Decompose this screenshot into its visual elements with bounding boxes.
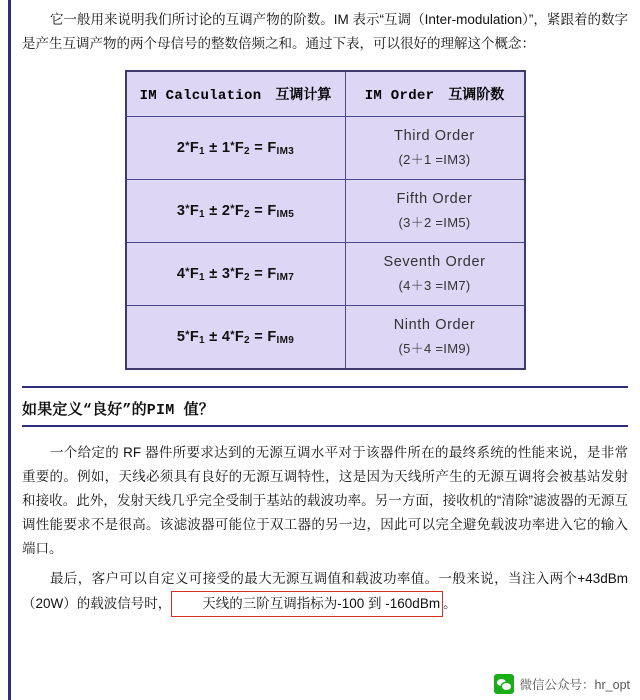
im-calculation-cell (126, 180, 346, 243)
header-calculation-cn: 互调计算 (275, 86, 332, 102)
section-divider-top (22, 386, 628, 388)
im-order-cell (345, 243, 525, 306)
im-table-body (126, 117, 525, 370)
im-table-header-row (126, 71, 525, 117)
formula-result-sub: IM5 (276, 209, 295, 220)
table-row (126, 306, 525, 370)
im-table (125, 70, 526, 370)
section-divider-bottom (22, 425, 628, 427)
im-table-header-order (345, 71, 525, 117)
formula-f2-sub: 2 (244, 272, 250, 283)
order-name: Ninth Order (393, 317, 476, 333)
order-name: Fifth Order (396, 191, 473, 207)
left-margin-rule (8, 0, 11, 700)
formula-f1-sub: 1 (199, 146, 205, 157)
formula-result: F (267, 140, 277, 156)
formula-sign: ± (209, 266, 218, 282)
order-name: Seventh Order (383, 254, 486, 270)
im-formula: $5^*F_1 \pm 4^*F_2 = F_{IM9}$ (176, 329, 295, 346)
im-order-cell (345, 180, 525, 243)
body-paragraph-2-pre: 最后，客户可以自定义可接受的最大无源互调值和载波功率值。一般来说，当注入两个+43dBm（20W）的载波信号时， (22, 571, 628, 611)
im-calculation-cell (126, 117, 346, 180)
im-table-header-calculation (126, 71, 346, 117)
im-formula: $2^*F_1 \pm 1^*F_2 = F_{IM3}$ (176, 140, 295, 157)
im-order-cell (345, 117, 525, 180)
formula-result-sub: IM9 (276, 335, 295, 346)
table-row (126, 243, 525, 306)
body-paragraph-2 (22, 567, 628, 617)
im-table-head (126, 71, 525, 117)
watermark-text: 微信公众号：hr_opt (519, 678, 630, 692)
formula-f1: F (189, 203, 200, 219)
formula-coef2: 4 (221, 329, 231, 345)
document-content (22, 8, 628, 623)
im-calculation-cell (126, 306, 346, 370)
order-equation: (4＋3 =IM7) (398, 278, 471, 293)
formula-f1: F (189, 140, 200, 156)
formula-result: F (267, 329, 277, 345)
formula-f2: F (234, 203, 245, 219)
formula-f2-sub: 2 (244, 209, 250, 220)
order-equation: (3＋2 =IM5) (398, 215, 471, 230)
formula-result: F (267, 203, 277, 219)
table-row (126, 117, 525, 180)
formula-sign: ± (209, 140, 218, 156)
formula-f2-sub: 2 (244, 335, 250, 346)
pim-spec-highlight: 天线的三阶互调指标为-100 到 -160dBm (171, 591, 443, 617)
formula-f1-sub: 1 (199, 272, 205, 283)
formula-f1: F (189, 266, 200, 282)
order-equation: (5＋4 =IM9) (398, 341, 471, 356)
formula-f2: F (234, 140, 245, 156)
formula-coef2: 3 (221, 266, 231, 282)
body-paragraph-1: 一个给定的 RF 器件所要求达到的无源互调水平对于该器件所在的最终系统的性能来说，是非常重要的。例如，天线必须具有良好的无源互调特性，这是因为天线所产生的无源互调将会被基站发射和接收。此外，发射天线几乎完全受制于基站的载波功率。另一方面，接收机的“清除”滤波器的无源互调性能要求不是很高。该滤波器可能位于双工器的另一边，因此可以完全避免载波功率进入它的输入端口。 (22, 445, 628, 556)
formula-coef1: 5 (176, 329, 186, 345)
formula-result-sub: IM7 (276, 272, 295, 283)
formula-coef1: 3 (176, 203, 186, 219)
formula-coef2: 1 (221, 140, 231, 156)
formula-f2: F (234, 329, 245, 345)
formula-result-sub: IM3 (276, 146, 295, 157)
formula-sign: ± (209, 203, 218, 219)
im-calculation-cell (126, 243, 346, 306)
im-formula: $3^*F_1 \pm 2^*F_2 = F_{IM5}$ (176, 203, 295, 220)
formula-coef1: 2 (176, 140, 186, 156)
formula-sign: ± (209, 329, 218, 345)
page-title: 如果定义“良好”的PIM 值？ (22, 402, 215, 419)
formula-f2: F (234, 266, 245, 282)
im-formula: $4^*F_1 \pm 3^*F_2 = F_{IM7}$ (176, 266, 295, 283)
header-calculation-en: IM Calculation (139, 88, 262, 104)
formula-coef1: 4 (176, 266, 186, 282)
formula-coef2: 2 (221, 203, 231, 219)
order-equation: (2＋1 =IM3) (398, 152, 471, 167)
body-paragraph-2-post: 。 (443, 596, 457, 611)
order-name: Third Order (394, 128, 475, 144)
watermark (494, 674, 630, 694)
intro-paragraph: 它一般用来说明我们所讨论的互调产物的阶数。IM 表示“互调（Inter-modulation）”，紧跟着的数字是产生互调产物的两个母信号的整数倍频之和。通过下表，可以很好的理解这个概念： (22, 12, 628, 51)
formula-f1: F (189, 329, 200, 345)
header-order-cn: 互调阶数 (448, 86, 505, 102)
formula-f2-sub: 2 (244, 146, 250, 157)
formula-result: F (267, 266, 277, 282)
wechat-icon (494, 674, 514, 694)
im-table-wrapper (22, 70, 628, 370)
formula-f1-sub: 1 (199, 209, 205, 220)
table-row (126, 180, 525, 243)
im-order-cell (345, 306, 525, 370)
formula-f1-sub: 1 (199, 335, 205, 346)
header-order-en: IM Order (364, 88, 435, 104)
